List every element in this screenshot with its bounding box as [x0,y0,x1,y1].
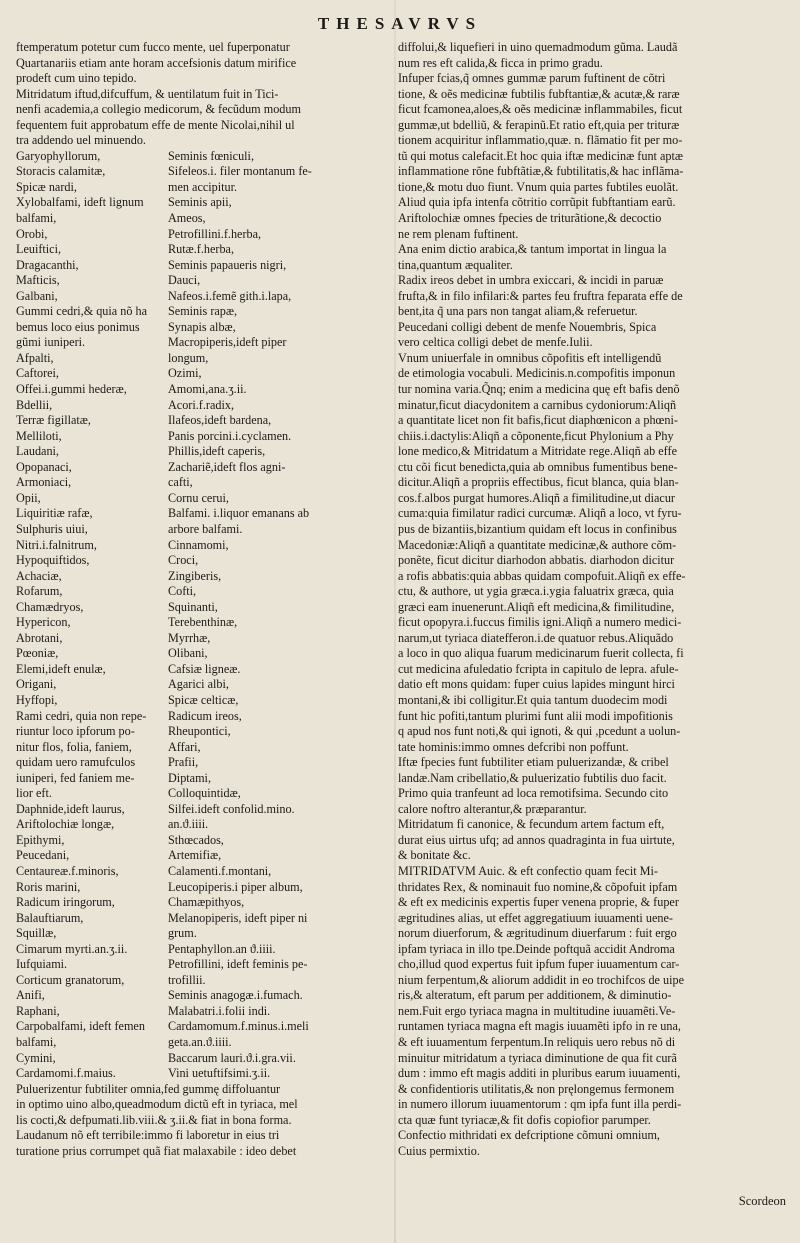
text-line: Radix ireos debet in umbra exiccari, & incidi in paruæ [398,273,664,288]
text-line: tur nomina varia.Q̃nq; enim a medicina quę eft bafis denõ [398,382,680,397]
text-line: vero celtica colligi debet de menfe.Iulii. [398,335,593,350]
ingredient-line: Mafticis, [16,273,60,288]
ingredient-line: Seminis papaueris nigri, [168,257,287,272]
text-line: ficut opopyra.i.fuccus fimilis igni.Aliqñ a numero medici- [398,615,682,630]
text-line: Laudanum nõ eft terribile:immo fi laboretur in eius tri [16,1128,280,1143]
text-line: diffolui,& liquefieri in uino quemadmodum gũma. Laudã [398,40,678,54]
text-line: dum : immo eft magis additi in pluribus earum iuuamenti, [398,1066,681,1081]
ingredient-line: Opopanaci, [16,459,72,474]
ingredient-line: Raphani, [16,1003,60,1018]
ingredient-line: Artemifiæ, [168,848,222,863]
text-line: narum,ut tyriaca diatefferon.i.de quatuor rebus.Aliquãdo [398,630,674,645]
ingredient-line: Rofarum, [16,584,63,599]
ingredient-line: Baccarum lauri.ϑ.i.gra.vii. [168,1050,296,1065]
text-line: Aliud quia ipfa intenfa cõtritio corrũpit fubftantiam earũ. [398,195,676,210]
left-column [16,40,388,1159]
text-line: prodeft cum uino tepido. [16,71,137,86]
ingredient-line: Daphnide,ideft laurus, [16,801,125,816]
ingredient-line: Macropiperis,ideft piper [168,335,287,350]
ingredient-line: Chamædryos, [16,599,84,614]
ingredient-line: Galbani, [16,288,58,303]
text-line: Mitridatum fi canonice, & fecundum artem factum eft, [398,817,665,832]
ingredient-line: Zachariẽ,ideft flos agni- [168,459,286,474]
text-line: dicitur.Aliqñ a propriis effectibus, ficut blanca, quia blan- [398,475,679,490]
ingredient-line: Squinanti, [168,599,218,614]
ingredient-line: Centaureæ.f.minoris, [16,863,119,878]
ingredient-line: Leuiftici, [16,242,62,257]
text-line: & eft ex medicinis expertis fuper venena proprie, & fuper [398,895,679,910]
text-line: ctu cõi ficut benedicta,quia ab omnibus fumentibus bene- [398,459,678,474]
ingredient-line: Synapis albæ, [168,319,236,334]
text-line: thridates Rex, & nominauit fuo nomine,& cõpofuit ipfam [398,879,678,894]
ingredient-list-1 [16,149,388,709]
ingredient-line: Ameos, [168,211,206,226]
ingredient-line: Pentaphyllon.an ϑ.iiii. [168,941,276,956]
ingredient-line: Colloquintidæ, [168,786,241,801]
ingredient-line: Vini uetuftifsimi.ʒ.ii. [168,1066,271,1081]
page-gutter [394,0,396,1243]
text-line: in optimo uino albo,queadmodum dictũ eft in tyriaca, mel [16,1097,298,1112]
ingredient-line: Petrofillini, ideft feminis pe- [168,957,308,972]
ingredient-line: Balfami. i.liquor emanans ab [168,506,310,521]
text-line: a loco in quo aliqua fuarum medicinarum fuerit collecta, fi [398,646,684,661]
ingredient-line: Opii, [16,490,41,505]
text-line: cut medicina afuledatio fcripta in capitulo de lepra. afule- [398,661,679,676]
ingredient-line: Bdellii, [16,397,53,412]
text-line: & confidentioris utilitatis,& non pręlongemus fermonem [398,1081,675,1096]
intro-paragraph [16,40,388,149]
text-line: Vnum uniuerfale in omnibus cõpofitis eft intelligendũ [398,350,662,365]
ingredient-line: Amomi,ana.ʒ.ii. [168,382,247,397]
ingredient-line: Melanopiperis, ideft piper ni [168,910,308,925]
ingredient-list-2 [16,709,388,1082]
ingredient-line: riuntur loco ipforum po- [16,724,135,739]
ingredient-line: Calamenti.f.montani, [168,863,272,878]
ingredient-line: Balauftiarum, [16,910,84,925]
ingredient-line: Chamæpithyos, [168,895,245,910]
ingredients-column-a [16,149,168,709]
text-line: nium ferpentum,& aliorum addidit in eo trochifcos de uipe [398,972,684,987]
text-line: gummæ,ut bdelliũ, & ferapinũ.Et ratio eft,quia per trituræ [398,117,680,132]
text-line: tate hominis:immo omnes defcribi non poffunt. [398,739,629,754]
ingredient-line: Spicæ celticæ, [168,692,239,707]
ingredient-line: Leucopiperis.i piper album, [168,879,303,894]
text-line: pus de bizantiis,bizantium quidam eft locus in confinibus [398,521,677,536]
ingredient-line: Seminis fœniculi, [168,148,254,163]
text-line: cho,illud quod expertus fuit ipfum fuper iuuamentum car- [398,957,680,972]
ingredient-line: Squillæ, [16,926,57,941]
ingredient-line: Radicum iringorum, [16,895,115,910]
ingredient-line: quidam uero ramufculos [16,755,136,770]
ingredient-line: Myrrhæ, [168,630,211,645]
ingredient-line: men accipitur. [168,179,238,194]
text-line: ponẽte, ficut dicitur diarhodon abbatis. diarhodon dicitur [398,553,675,568]
ingredient-line: Cimarum myrti.an.ʒ.ii. [16,941,128,956]
ingredient-line: Xylobalfami, ideft lignum [16,195,144,210]
text-line: Primo quia tranfeunt ad loca remotifsima. Secundo cito [398,786,669,801]
ingredient-line: arbore balfami. [168,521,243,536]
ingredient-line: Acori.f.radix, [168,397,234,412]
ingredient-line: Silfei.ideft confolid.mino. [168,801,295,816]
text-line: ipfam tyriaca in illo tpe.Deinde poftquã accidit Androma [398,941,675,956]
ingredient-line: Gummi cedri,& quia nõ ha [16,304,147,319]
ingredient-line: Rheupontici, [168,724,231,739]
text-line: tione, & oẽs medicinæ fubtilis fubftantiæ,& acutæ,& raræ [398,86,680,101]
ingredient-line: Zingiberis, [168,568,222,583]
text-line: nem.Fuit ergo tyriaca magna in multitudine iuuamẽti.Ve- [398,1003,676,1018]
rami-column-a [16,709,168,1082]
text-line: funt hic pofiti,tantum plurimi funt alii modi impofitionis [398,708,673,723]
text-line: tione,& motu duo fiunt. Vnum quia partes fubtiles euolãt. [398,179,679,194]
right-column [398,40,786,1159]
text-line: runtamen tyriaca magna eft magis iuuamẽti ipfo in re una, [398,1019,681,1034]
ingredient-line: Abrotani, [16,630,63,645]
ingredient-line: Affari, [168,739,201,754]
ingredient-line: Seminis anagogæ.i.fumach. [168,988,303,1003]
text-line: Peucedani colligi debent de menfe Nouembris, Spica [398,319,657,334]
ingredient-line: Sifeleos.i. filer montanum fe- [168,164,312,179]
ingredient-line: Cymini, [16,1050,56,1065]
text-line: minuitur mitridatum a tyriaca diminutione de qua fit curã [398,1050,677,1065]
ingredient-line: Sulphuris uiui, [16,521,88,536]
catchword: Scordeon [738,1194,786,1208]
text-line: ris,& alteratum, eft parum per additionem, & diminutio- [398,988,672,1003]
text-line: in numero illorum iuuamentorum : qm ipfa funt illa perdi- [398,1097,682,1112]
text-line: montani,& ibi colligitur.Et quia tantum duodecim modi [398,692,668,707]
ingredients-column-b [168,149,388,709]
ingredient-line: Armoniaci, [16,475,72,490]
ingredient-line: Afpalti, [16,350,54,365]
text-line: norum diuerforum, & ægritudinum diuerfarum : fuit ergo [398,926,677,941]
text-line: tũ qui motus calefacit.Et hoc quia iftæ medicinæ funt aptæ [398,148,683,163]
text-line: & eft iuuamentum ferpentum.In reliquis uero rebus nõ di [398,1035,676,1049]
ingredient-line: nitur flos, folia, faniem, [16,739,132,754]
text-line: Quartanariis etiam ante horam accefsionis datum mirifice [16,55,297,70]
text-line: fequentem fuit approbatum effe de mente Nicolai,nihil ul [16,117,295,132]
text-line: tionem acquiritur inflammatio,quæ. n. flãmatio fit per mo- [398,133,683,148]
text-line: frufta,& in filo infilari:& partes feu fruftra feparata effe de [398,288,683,303]
ingredient-line: Elemi,ideft enulæ, [16,661,106,676]
ingredient-line: Dragacanthi, [16,257,79,272]
text-line: tra addendo uel minuendo. [16,133,146,148]
text-line: minatur,ficut diacydonitem a carnibus cydoniorum:Aliqñ [398,397,677,412]
text-line: ne rem plenam fuftinent. [398,226,519,241]
text-line: Ariftolochiæ omnes fpecies de triturãtione,& decoctio [398,211,662,226]
ingredient-line: Diptami, [168,770,211,785]
ingredient-line: lior eft. [16,786,52,801]
ingredient-line: Spicæ nardi, [16,179,77,194]
ingredient-line: Malabatri.i.folii indi. [168,1003,271,1018]
ingredient-line: Anifi, [16,988,45,1003]
text-line: inflammatione rõne fubftãtiæ,& fubtilitatis,& hac inflãma- [398,164,684,179]
text-line: tina,quantum æqualiter. [398,257,513,272]
text-line: a rofis abbatis:quia abbas quidam compofuit.Aliqñ ex effe- [398,568,686,583]
ingredient-line: Carpobalfami, ideft femen [16,1019,145,1034]
text-line: Macedoniæ:Aliqñ a quantitate medicinæ,& authore cõm- [398,537,677,552]
text-line: lis cocti,& defpumati.lib.viii.& ʒ.ii.& fiat in bona forma. [16,1112,292,1127]
text-line: nenfi academia,a collegio medicorum, & fecũdum modum [16,102,301,117]
text-line: datio eft mons quidam: fuper cuius lapides mingunt hirci [398,677,675,692]
ingredient-line: grum. [168,926,197,941]
text-line: MITRIDATVM Auic. & eft confectio quam fecit Mi- [398,863,658,878]
text-line: ftemperatum potetur cum fucco mente, uel fuperponatur [16,40,290,54]
ingredient-line: iuniperi, fed faniem me- [16,770,135,785]
text-line: græci eam inuenerunt.Aliqñ eft medicina,& fimilitudine, [398,599,675,614]
ingredient-line: Storacis calamitæ, [16,164,106,179]
ingredient-line: Olibani, [168,646,208,661]
ingredient-line: balfami, [16,211,57,226]
ingredient-line: Prafii, [168,755,199,770]
text-line: cos.f.albos purgat humores.Aliqñ a fimilitudine,ut diacur [398,490,675,505]
ingredient-line: Hypericon, [16,615,71,630]
ingredient-line: Dauci, [168,273,201,288]
ingredient-line: Orobi, [16,226,48,241]
text-line: a quantitate licet non fit bafis,ficut diaphœnicon a phœni- [398,413,678,428]
ingredient-line: Caftorei, [16,366,59,381]
text-line: ægritudines alias, ut effet aggregatiuum iuuamenti uene- [398,910,673,925]
text-line: & bonitate &c. [398,848,471,863]
ingredient-line: Rami cedri, quia non repe- [16,708,147,723]
text-line: ficut fcamonea,aloes,& oẽs medicinæ inflammabiles, ficut [398,102,683,117]
ingredient-line: balfami, [16,1035,57,1049]
ingredient-line: Cornu cerui, [168,490,229,505]
ingredient-line: Seminis rapæ, [168,304,238,319]
ingredient-line: Pœoniæ, [16,646,59,661]
ingredient-line: Epithymi, [16,832,65,847]
ingredient-line: Roris marini, [16,879,81,894]
ingredient-line: Melliloti, [16,428,62,443]
ingredient-line: Corticum granatorum, [16,972,125,987]
text-line: ctu, & authore, ut ygia græca.i.ygia faluatrix græca, quia [398,584,674,599]
text-line: calore noftro alterantur,& præparantur. [398,801,587,816]
text-line: num res eft calida,& ficca in primo gradu. [398,55,603,70]
running-head: THESAVRVS [317,14,483,33]
ingredient-line: cafti, [168,475,193,490]
ingredient-line: Cinnamomi, [168,537,229,552]
ingredient-line: Agarici albi, [168,677,229,692]
text-line: Iftæ fpecies funt fubtiliter etiam puluerizandæ, & cribel [398,755,669,770]
rami-column-b [168,709,388,1082]
text-line: bent,ita q̃ una pars non tangat aliam,& referuetur. [398,304,638,319]
ingredient-line: Peucedani, [16,848,70,863]
text-line: q apud nos funt noti,& qui ignoti, & qui ,pcedunt a uolun- [398,724,681,739]
ingredient-line: geta.an.ϑ.iiii. [168,1035,232,1049]
ingredient-line: Radicum ireos, [168,708,242,723]
ingredient-line: Sthœcados, [168,832,224,847]
ingredient-line: Hypoquiftidos, [16,553,90,568]
text-line: durat eius uirtus ufq; ad annos quadraginta in fua uirtute, [398,832,675,847]
ingredient-line: Offei.i.gummi hederæ, [16,382,127,397]
text-line: Ana enim dictio arabica,& tantum importat in lingua la [398,242,667,257]
text-line: Confectio mithridati ex defcriptione cõmuni omnium, [398,1128,660,1143]
text-line: de etimologia vocabuli. Medicinis.n.compofitis imponun [398,366,676,381]
ingredient-line: Nafeos.i.femẽ gith.i.lapa, [168,288,292,303]
ingredient-line: Cafsiæ ligneæ. [168,661,241,676]
text-line: turatione prius corrumpet quã fiat malaxabile : ideo debet [16,1143,297,1158]
ingredient-line: Terræ figillatæ, [16,413,91,428]
ingredient-line: Cofti, [168,584,197,599]
text-line: Cuius permixtio. [398,1143,480,1158]
ingredient-line: an.ϑ.iiii. [168,817,209,832]
ingredient-line: trofillii. [168,972,206,987]
ingredient-line: Seminis apii, [168,195,232,210]
text-line: lone medico,& Mitridatum a Mitridate rege.Aliqñ ab effe [398,444,677,459]
ingredient-line: Achaciæ, [16,568,62,583]
ingredient-line: Iufquiami. [16,957,68,972]
ingredient-line: Garyophyllorum, [16,148,101,163]
ingredient-line: Nitri.i.falnitrum, [16,537,97,552]
ingredient-line: bemus loco eius ponimus [16,319,140,334]
text-line: cta quæ funt tyriacæ,& fit dofis copiofior parumper. [398,1112,651,1127]
ingredient-line: Laudani, [16,444,59,459]
ingredient-line: Panis porcini.i.cyclamen. [168,428,292,443]
ingredient-line: Cardamomum.f.minus.i.meli [168,1019,309,1034]
ingredient-line: Rutæ.f.herba, [168,242,235,257]
ingredient-line: Origani, [16,677,57,692]
ingredient-line: Liquiritiæ rafæ, [16,506,93,521]
ingredient-line: Croci, [168,553,199,568]
text-line: landæ.Nam cribellatio,& puluerizatio fubtilis duo facit. [398,770,667,785]
ingredient-line: Hyffopi, [16,692,58,707]
ingredient-line: Phillis,ideft caperis, [168,444,266,459]
ingredient-line: Ilafeos,ideft bardena, [168,413,272,428]
ingredient-line: gũmi iuniperi. [16,335,86,350]
closing-paragraph [16,1082,388,1160]
ingredient-line: Ozimi, [168,366,202,381]
text-line: chiis.i.dactylis:Aliqñ a cõponente,ficut Phylonium a Phy [398,428,674,443]
ingredient-line: longum, [168,350,209,365]
ingredient-line: Cardamomi.f.maius. [16,1066,116,1081]
ingredient-line: Ariftolochiæ longæ, [16,817,115,832]
text-line: Infuper fcias,q̃ omnes gummæ parum fuftinent de cõtri [398,71,666,86]
text-line: cuma:quia fimilatur radici curcumæ. Aliqñ a loco, vt fyru- [398,506,682,521]
text-line: Mitridatum iftud,difcuffum, & uentilatum fuit in Tici- [16,86,279,101]
ingredient-line: Petrofillini.f.herba, [168,226,262,241]
ingredient-line: Terebenthinæ, [168,615,238,630]
text-line: Puluerizentur fubtiliter omnia,fed gummę diffoluantur [16,1081,281,1096]
